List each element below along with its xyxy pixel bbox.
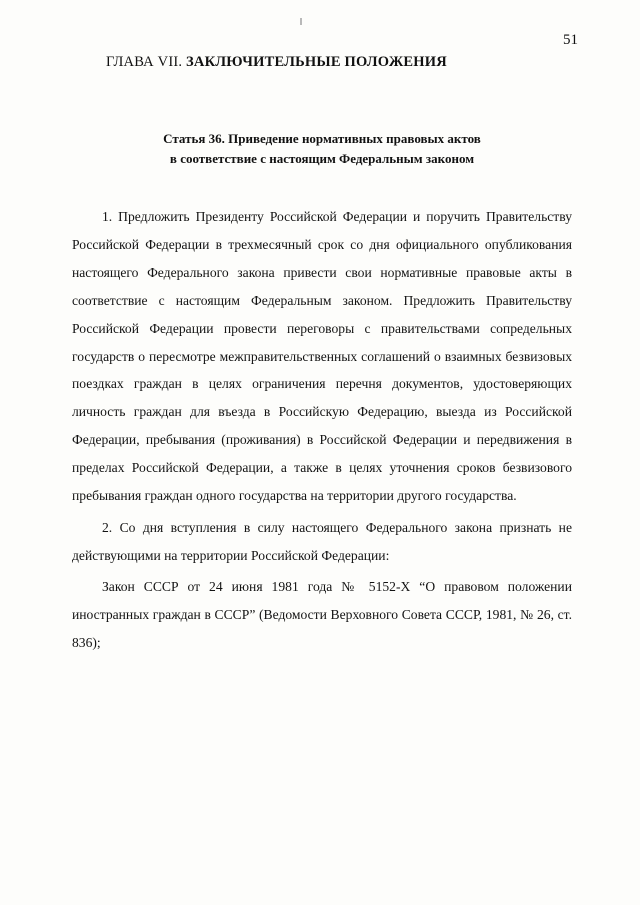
article-heading: [72, 129, 572, 169]
paragraph: 1. Предложить Президенту Российской Федерации и поручить Правительству Российской Федерации в трехмесячный срок со дня официального опубликования настоящего Федерального закона привести свои нормативные правовые акты в соответствие с настоящим Федеральным законом. Предложить Правительству Российской Федерации провести переговоры с правительствами сопредельных государств о пересмотре межправительственных соглашений о взаимных безвизовых поездках граждан в целях ограничения перечня документов, удостоверяющих личность граждан для въезда в Российскую Федерацию, выезда из Российской Федерации, пребывания (проживания) в Российской Федерации и передвижения в пределах Российской Федерации, а также в целях уточнения сроков безвизового пребывания граждан одного государства на территории другого государства.: [72, 209, 572, 503]
body-text: [72, 203, 572, 657]
chapter-label: ГЛАВА VII.: [106, 54, 183, 70]
chapter-title: [106, 54, 572, 71]
page-top-mark: [300, 18, 302, 25]
paragraph: Закон СССР от 24 июня 1981 года № 5152-Х “О правовом положении иностранных граждан в СССР” (Ведомости Верховного Совета СССР, 1981, № 26, ст. 836);: [72, 579, 572, 651]
chapter-title-text: ЗАКЛЮЧИТЕЛЬНЫЕ ПОЛОЖЕНИЯ: [186, 54, 447, 70]
article-heading-line-2: в соответствие с настоящим Федеральным законом: [169, 151, 475, 167]
page-number: 51: [563, 32, 578, 48]
paragraph: 2. Со дня вступления в силу настоящего Федерального закона признать не действующими на территории Российской Федерации:: [72, 519, 572, 563]
article-heading-line-1: Статья 36. Приведение нормативных правовых актов: [163, 131, 481, 146]
page-content: [72, 54, 572, 657]
